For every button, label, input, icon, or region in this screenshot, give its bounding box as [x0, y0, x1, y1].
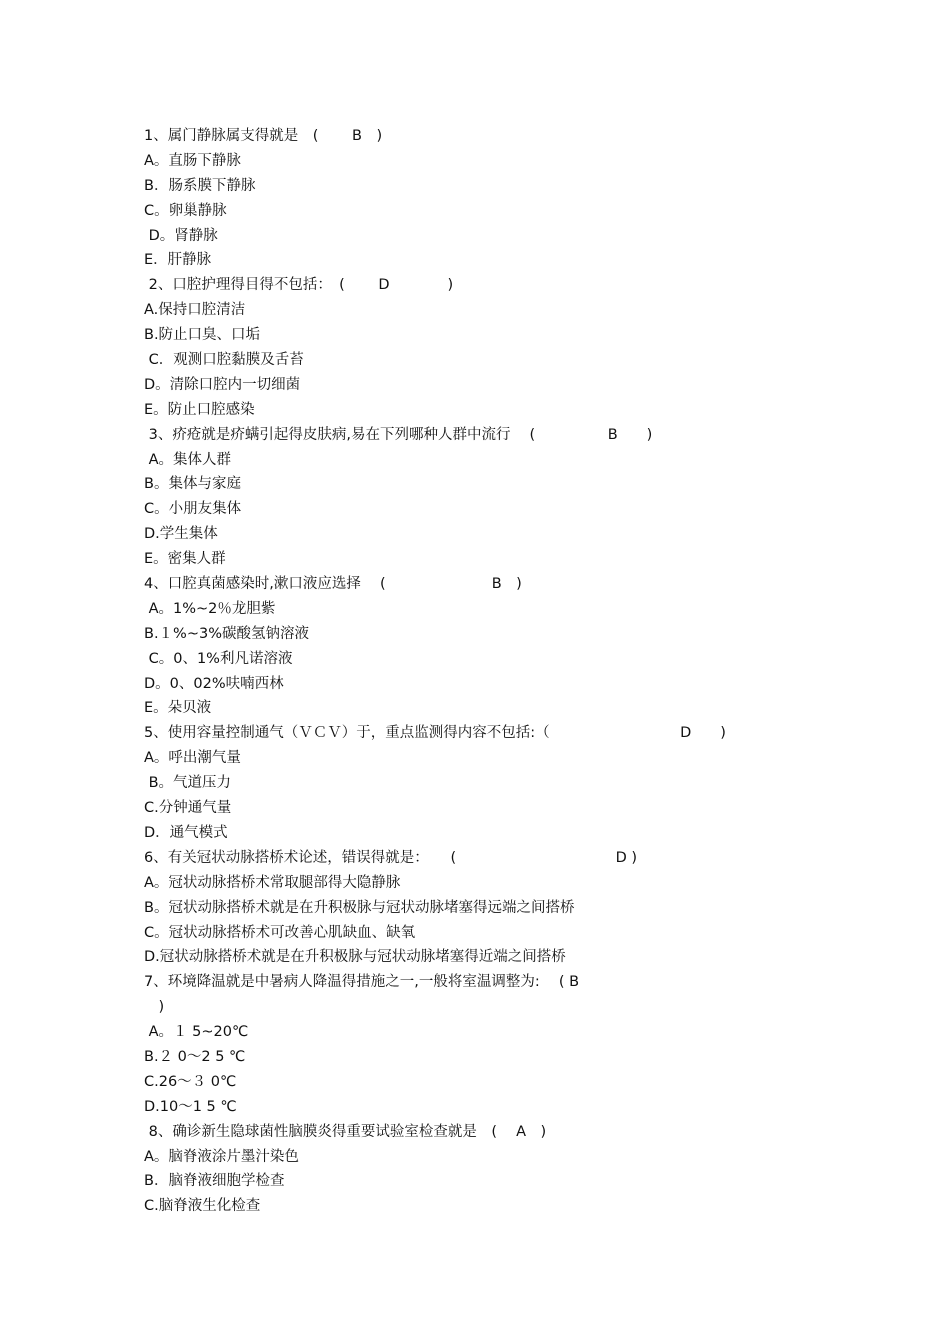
- question-8-stem: 8、确诊新生隐球菌性脑膜炎得重要试验室检查就是 ( A ): [144, 1123, 547, 1140]
- question-6-option-d: D.冠状动脉搭桥术就是在升积极脉与冠状动脉堵塞得近端之间搭桥: [144, 949, 566, 966]
- question-6-option-c: C。冠状动脉搭桥术可改善心肌缺血、缺氧: [144, 924, 416, 941]
- question-3-stem: 3、疥疮就是疥螨引起得皮肤病,易在下列哪种人群中流行 ( B ): [144, 426, 653, 443]
- question-3-option-d: D.学生集体: [144, 526, 218, 543]
- question-5-option-c: C.分钟通气量: [144, 800, 232, 817]
- question-2-option-d: D。清除口腔内一切细菌: [144, 376, 301, 393]
- question-6-stem: 6、有关冠状动脉搭桥术论述，错误得就是： ( D ): [144, 849, 638, 866]
- question-3-option-c: C。小朋友集体: [144, 501, 242, 518]
- question-4-option-d: D。0、02%呋喃西林: [144, 675, 284, 692]
- question-4-option-a: A。1%~2％龙胆紫: [144, 600, 276, 617]
- question-3-option-a: A。集体人群: [144, 451, 232, 468]
- question-7-option-c: C.26～３ 0℃: [144, 1073, 237, 1090]
- question-6-option-b: B。冠状动脉搭桥术就是在升积极脉与冠状动脉堵塞得远端之间搭桥: [144, 899, 575, 916]
- question-2-stem: 2、口腔护理得目得不包括： ( D ): [144, 277, 454, 294]
- question-4-stem: 4、口腔真菌感染时,漱口液应选择 ( B ): [144, 576, 522, 593]
- question-5-stem: 5、使用容量控制通气（ＶＣＶ）于，重点监测得内容不包括:（ D ): [144, 725, 726, 742]
- question-2-option-e: E。防止口腔感染: [144, 401, 255, 418]
- document-body: [144, 124, 844, 1219]
- question-1-stem: 1、属门静脉属支得就是 ( B ): [144, 128, 383, 144]
- question-5-option-d: D．通气模式: [144, 824, 228, 841]
- question-7-stem-continuation: ): [144, 999, 165, 1016]
- question-5-option-a: A。呼出潮气量: [144, 750, 241, 767]
- question-7-stem: 7、环境降温就是中暑病人降温得措施之一,一般将室温调整为: ( B: [144, 974, 580, 991]
- question-8-option-a: A。脑脊液涂片墨汁染色: [144, 1148, 299, 1165]
- question-4-option-e: E。朵贝液: [144, 700, 212, 717]
- question-4-option-c: C。0、1%利凡诺溶液: [144, 650, 293, 667]
- question-3-option-b: B。集体与家庭: [144, 476, 241, 493]
- question-7-option-d: D.10～1 5 ℃: [144, 1098, 237, 1115]
- question-1-option-d: D。肾静脉: [144, 227, 218, 244]
- question-6-option-a: A。冠状动脉搭桥术常取腿部得大隐静脉: [144, 874, 401, 891]
- question-1-option-b: B．肠系膜下静脉: [144, 177, 256, 194]
- question-1-option-e: E．肝静脉: [144, 252, 212, 269]
- question-4-option-b: B.１%~3%碳酸氢钠溶液: [144, 625, 309, 642]
- question-8-option-b: B．脑脊液细胞学检查: [144, 1173, 285, 1190]
- question-1-option-a: A。直肠下静脉: [144, 152, 241, 169]
- question-7-option-a: A。１ 5~20℃: [144, 1024, 249, 1041]
- question-1-option-c: C。卵巢静脉: [144, 202, 227, 219]
- question-8-option-c: C.脑脊液生化检查: [144, 1198, 261, 1215]
- question-2-option-b: B.防止口臭、口垢: [144, 327, 261, 344]
- question-7-option-b: B.２ 0～2 5 ℃: [144, 1048, 246, 1065]
- question-3-option-e: E。密集人群: [144, 551, 226, 568]
- question-2-option-c: C．观测口腔黏膜及舌苔: [144, 352, 304, 369]
- question-2-option-a: A.保持口腔清洁: [144, 302, 246, 319]
- question-5-option-b: B。气道压力: [144, 775, 232, 792]
